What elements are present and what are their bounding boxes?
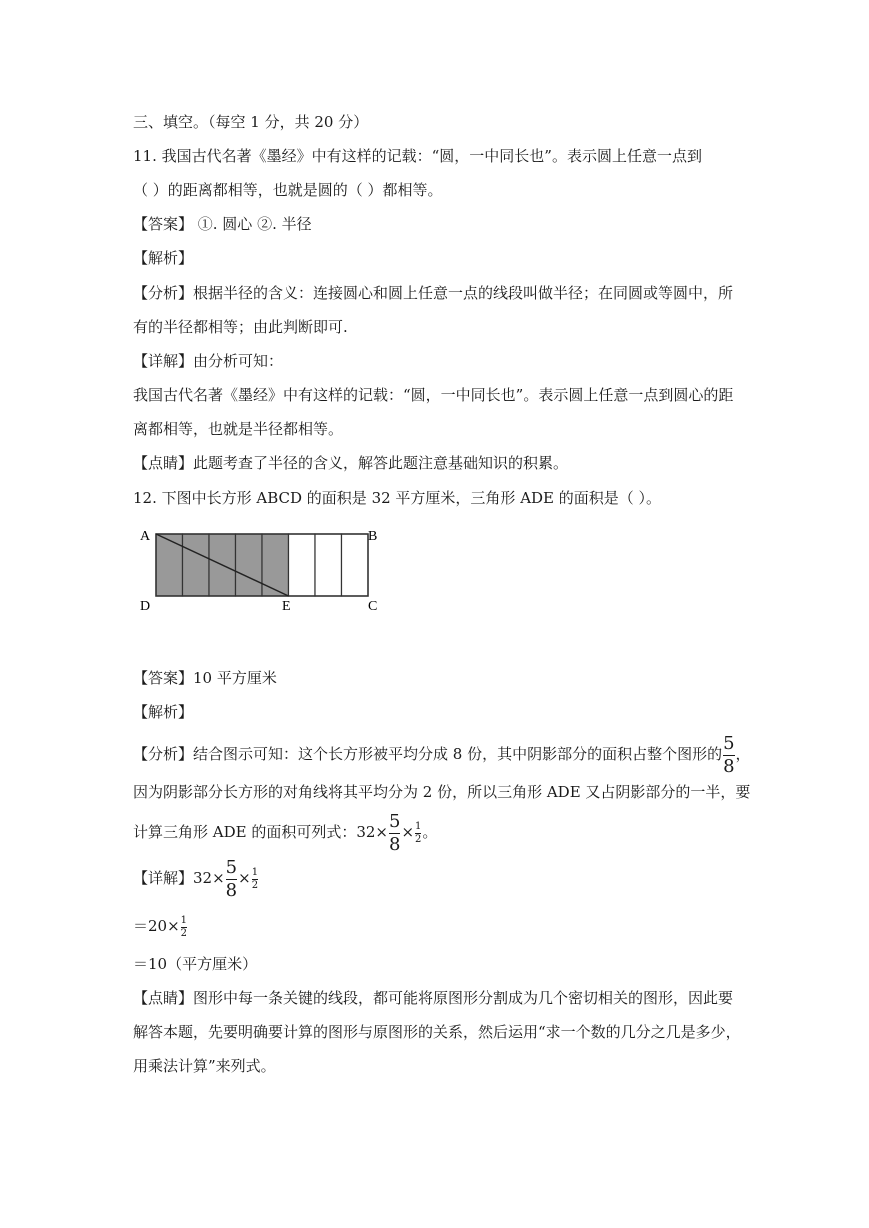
frac-num: 5: [723, 732, 735, 754]
q12-stem: 12. 下图中长方形 ABCD 的面积是 32 平方厘米，三角形 ADE 的面积是（ ）。: [133, 489, 662, 507]
times-sign: ×: [401, 823, 415, 841]
section-header: 三、填空。（每空 1 分，共 20 分）: [133, 113, 369, 131]
q11-detail-line1: 我国古代名著《墨经》中有这样的记载：“圆，一中同长也”。表示圆上任意一点到圆心的距: [133, 386, 734, 404]
shaded-part: [262, 534, 289, 596]
q12-answer: 【答案】10 平方厘米: [133, 669, 277, 687]
unshaded-part: [342, 534, 369, 596]
label-C: C: [368, 599, 378, 614]
label-B: B: [368, 529, 378, 544]
frac-num: 1: [415, 820, 422, 832]
q12-step1-text: ＝20×: [133, 917, 180, 935]
times-sign: ×: [238, 869, 251, 887]
q12-analysis-line3: [133, 812, 437, 854]
q11-analysis-line2: 有的半径都相等；由此判断即可.: [133, 318, 348, 336]
comma: ，: [735, 745, 751, 763]
fraction-five-eighths: [723, 732, 735, 777]
q12-step1: [133, 912, 188, 940]
q12-analysis-line1: [133, 734, 751, 776]
period: 。: [422, 823, 438, 841]
label-A: A: [140, 529, 151, 544]
q12-comment-line1: 【点睛】图形中每一条关键的线段，都可能将原图形分割成为几个密切相关的图形，因此要: [133, 989, 734, 1007]
q12-rectangle-figure: [136, 524, 396, 618]
q12-comment-line3: 用乘法计算”来列式。: [133, 1057, 276, 1075]
frac-num: 1: [251, 866, 259, 878]
label-D: D: [140, 599, 151, 614]
q12-detail-text: 【详解】32×: [133, 869, 225, 887]
frac-num: 5: [389, 810, 401, 832]
frac-den: 2: [415, 833, 422, 845]
q11-stem-line2: （ ）的距离都相等，也就是圆的（ ）都相等。: [133, 181, 443, 199]
q12-detail-line1: [133, 858, 259, 900]
q11-detail-head: 【详解】由分析可知：: [133, 352, 284, 370]
q11-answer: 【答案】 ①. 圆心 ②. 半径: [133, 215, 312, 233]
shaded-part: [183, 534, 210, 596]
frac-num: 1: [180, 914, 188, 926]
frac-den: 8: [389, 833, 401, 855]
shaded-part: [236, 534, 263, 596]
q12-jiexi-label: 【解析】: [133, 703, 194, 721]
fraction-one-half: [252, 868, 258, 891]
shaded-part: [156, 534, 183, 596]
q12-analysis-text1: 【分析】结合图示可知：这个长方形被平均分成 8 份，其中阴影部分的面积占整个图形的: [133, 745, 723, 763]
frac-num: 5: [225, 856, 238, 878]
label-E: E: [282, 599, 291, 614]
fraction-five-eighths: [389, 810, 401, 855]
q12-step2: ＝10（平方厘米）: [133, 955, 258, 973]
fraction-one-half: [181, 916, 187, 939]
frac-den: 8: [723, 755, 735, 777]
q11-jiexi-label: 【解析】: [133, 249, 194, 267]
q11-stem-line1: 11. 我国古代名著《墨经》中有这样的记载：“圆，一中同长也”。表示圆上任意一点到: [133, 147, 702, 165]
frac-den: 8: [225, 879, 238, 901]
fraction-one-half: [415, 822, 421, 845]
q12-formula-text: 计算三角形 ADE 的面积可列式：32×: [133, 823, 389, 841]
fraction-five-eighths: [225, 856, 238, 901]
unshaded-part: [315, 534, 342, 596]
frac-den: 2: [180, 927, 188, 939]
q11-analysis-line1: 【分析】根据半径的含义：连接圆心和圆上任意一点的线段叫做半径；在同圆或等圆中，所: [133, 284, 734, 302]
unshaded-part: [289, 534, 316, 596]
frac-den: 2: [251, 879, 259, 891]
q12-analysis-line2: 因为阴影部分长方形的对角线将其平均分为 2 份，所以三角形 ADE 又占阴影部分的一半，要: [133, 783, 751, 801]
q11-comment: 【点睛】此题考查了半径的含义，解答此题注意基础知识的积累。: [133, 454, 569, 472]
q11-detail-line2: 离都相等，也就是半径都相等。: [133, 420, 344, 438]
q12-comment-line2: 解答本题，先要明确要计算的图形与原图形的关系，然后运用“求一个数的几分之几是多少，: [133, 1023, 741, 1041]
